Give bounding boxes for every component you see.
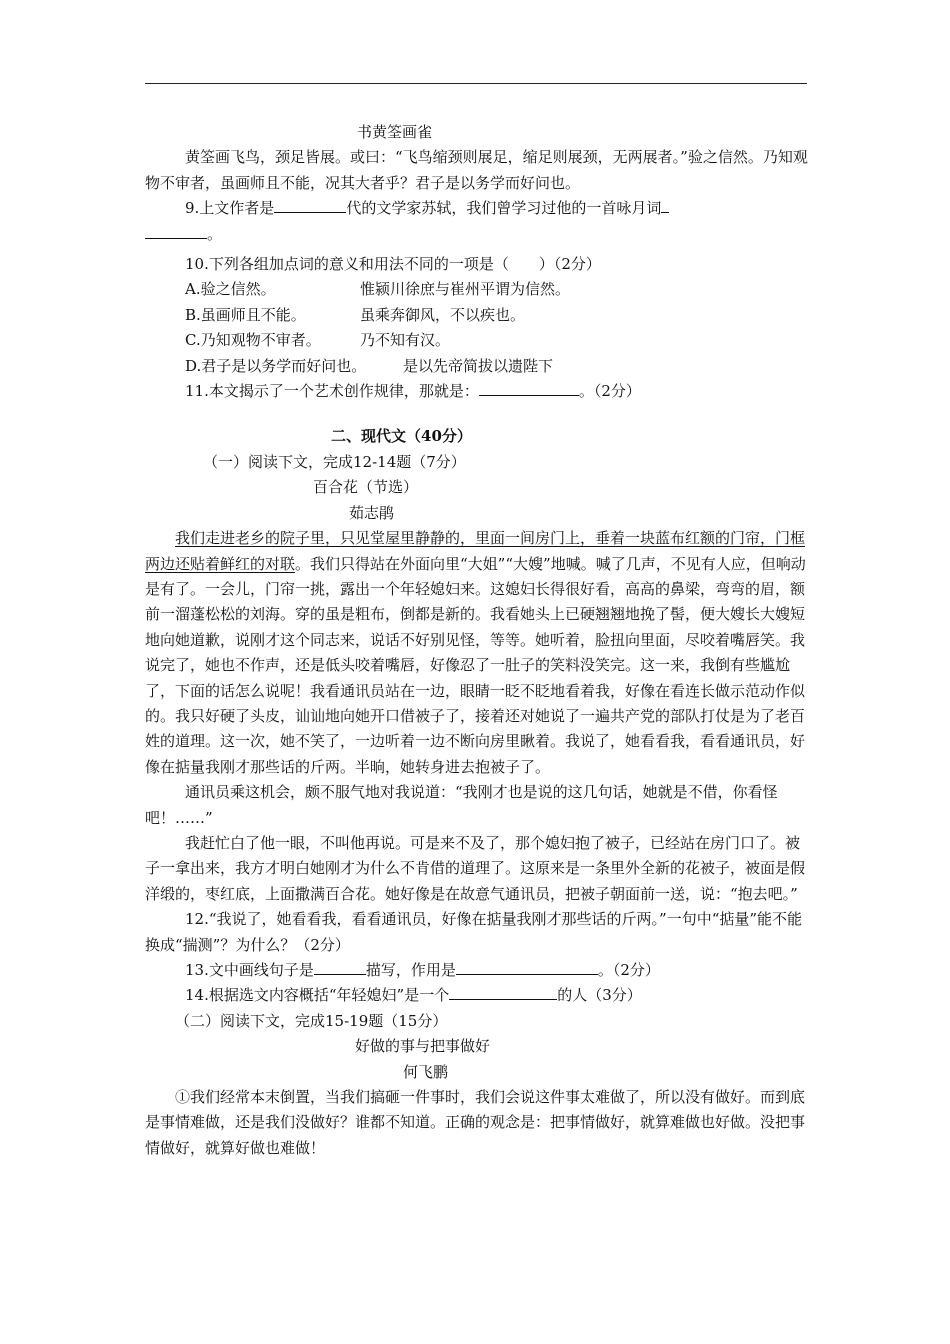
poem-text: 黄筌画飞鸟，颈足皆展。或曰：“飞鸟缩颈则展足，缩足则展颈，无两展者。”验之信然。乃知观物不审者，虽画师且不能，况其大者乎？君子是以务学而好问也。 [145,148,808,192]
option-d: D.君子是以务学而好问也。 是以先帝简拔以遗陛下 [185,356,554,375]
story-title: 百合花（节选） [313,478,419,497]
answer-blank[interactable] [274,198,346,213]
option-c: C.乃知观物不审者。 乃不知有汉。 [185,331,451,350]
story-paragraph-2: 通讯员乘这机会，颇不服气地对我说道：“我刚才也是说的这几句话，她就是不借，你看怪吧！……” [145,783,778,827]
option-b: B.虽画师且不能。 虽乘奔御风，不以疾也。 [185,305,526,324]
answer-blank[interactable] [456,960,598,975]
header-rule [145,83,807,84]
question-9: 9.上文作者是 代的文学家苏轼，我们曾学习过他的一首咏月词 [145,196,810,221]
essay-title: 好做的事与把事做好 [355,1037,491,1056]
question-13: 13.文中画线句子是 描写，作用是 。（2分） [185,961,660,979]
question-14: 14.根据选文内容概括“年轻媳妇”是一个 的人（3分） [185,986,642,1005]
part-2-heading: （二）阅读下文，完成15-19题（15分） [175,1011,448,1030]
story-paragraph-1: 我们走进老乡的院子里，只见堂屋里静静的，里面一间房门上，垂着一块蓝布红额的门帘，门框两边还贴着鲜红的对联。我们只得站在外面向里“大姐”“大嫂”地喊。喊了几声，不见有人应，但响动是有了。一会儿，门帘一挑，露出一个年轻媳妇来。这媳妇长得很好看，高高的鼻梁，弯弯的眉，额前一溜蓬松松的刘海。穿的虽是粗布，倒都是新的。我看她头上已硬翘翘地挽了髻，便大嫂长大嫂短地向她道歉，说刚才这个同志来，说话不好别见怪，等等。她听着，脸扭向里面，尽咬着嘴唇笑。我说完了，她也不作声，还是低头咬着嘴唇，好像忍了一肚子的笑料没笑完。这一来，我倒有些尴尬了，下面的话怎么说呢！我看通讯员站在一边，眼睛一眨不眨地看着我，好像在看连长做示范动作似的。我只好硬了头皮，讪讪地向她开口借被子了，接着还对她说了一遍共产党的部队打仗是为了老百姓的道理。这一次，她不笑了，一边听着一边不断向房里瞅着。我说了，她看看我，看看通讯员，好像在掂量我刚才那些话的斤两。半晌，她转身进去抱被子了。 [145,529,806,776]
section-heading: 二、现代文（40分） [331,427,472,446]
question-9-cont: 。 [145,222,810,247]
exam-page [145,120,810,1161]
essay-author: 何飞鹏 [403,1062,449,1081]
answer-blank[interactable] [479,381,579,396]
essay-paragraph-1: ①我们经常本末倒置，当我们搞砸一件事时，我们会说这件事太难做了，所以没有做好。而到底是事情难做，还是我们没做好？谁都不知道。正确的观念是：把事情做好，就算难做也好做。没把事情做好，就算好做也难做！ [145,1088,806,1157]
answer-blank[interactable] [314,960,366,975]
story-author: 茹志鹃 [349,503,395,522]
question-12: 12.“我说了，她看看我，看看通讯员，好像在掂量我刚才那些话的斤两。”一句中“掂量”能不能换成“揣测”？为什么？（2分） [145,910,803,954]
option-a: A.验之信然。 惟颍川徐庶与崔州平谓为信然。 [185,280,571,299]
part-1-heading: （一）阅读下文，完成12-14题（7分） [203,452,466,471]
question-11: 11.本文揭示了一个艺术创作规律，那就是： 。（2分） [185,382,641,401]
underlined-sentence: 我们走进老乡的院子里，只见堂屋里静静的，里面一间房门上，垂着一块蓝布红额的门帘，门框两边还贴着鲜红的对联 [145,529,806,573]
poem-title: 书黄筌画雀 [357,123,433,141]
answer-blank[interactable] [449,985,557,1000]
story-paragraph-3: 我赶忙白了他一眼，不叫他再说。可是来不及了，那个媳妇抱了被子，已经站在房门口了。被子一拿出来，我方才明白她刚才为什么不肯借的道理了。这原来是一条里外全新的花被子，被面是假洋缎的，枣红底，上面撒满百合花。她好像是在故意气通讯员，把被子朝面前一送，说：“抱去吧。” [145,833,806,903]
question-10: 10.下列各组加点词的意义和用法不同的一项是（ ）（2分） [185,255,601,274]
answer-blank[interactable] [145,224,207,239]
